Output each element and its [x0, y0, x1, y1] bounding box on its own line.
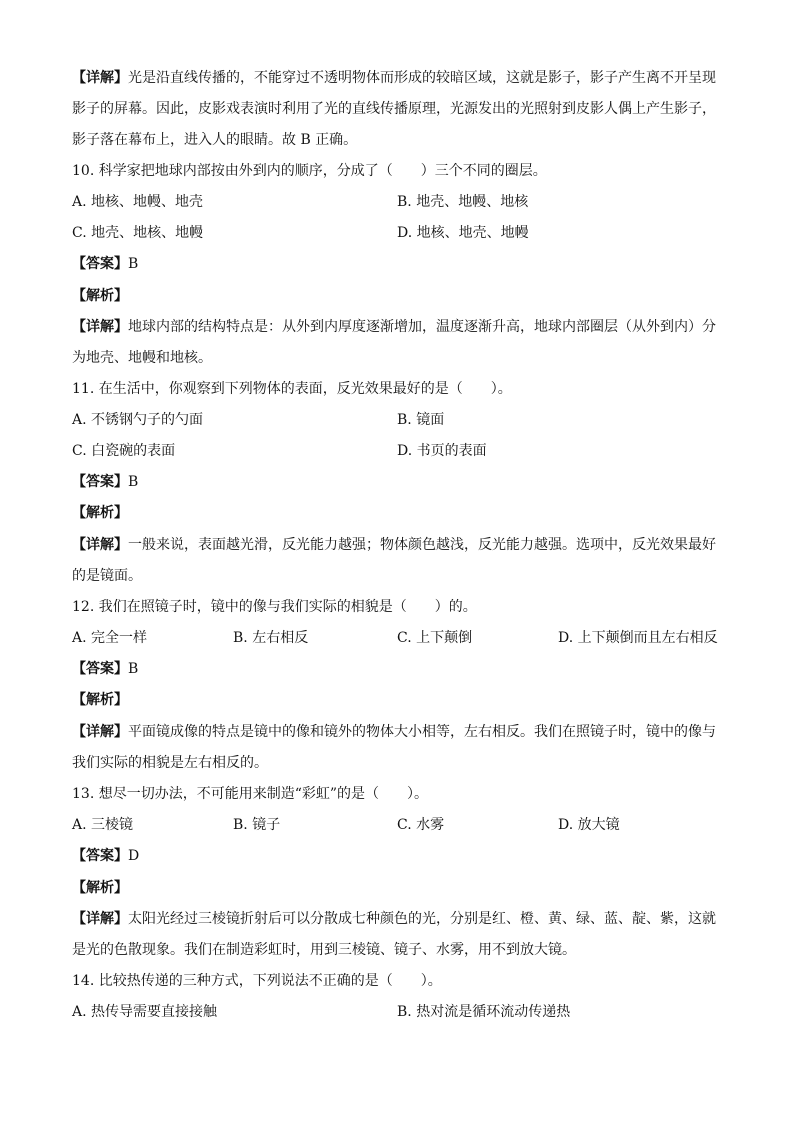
q13-option-c: C. 水雾	[397, 817, 445, 833]
q10-option-c: C. 地壳、地核、地幔	[72, 225, 204, 241]
q14-option-b: B. 热对流是循环流动传递热	[397, 1004, 571, 1020]
q10-explain-line-2: 为地壳、地幔和地核。	[72, 350, 212, 366]
q13-option-d: D. 放大镜	[558, 817, 620, 833]
q10-explain-line-1: 【详解】地球内部的结构特点是：从外到内厚度逐渐增加，温度逐渐升高，地球内部圈层（从外到内）分	[72, 319, 716, 335]
q11-option-c: C. 白瓷碗的表面	[72, 443, 176, 459]
q12-explain-line-2: 我们实际的相貌是左右相反的。	[72, 755, 268, 771]
q14-option-a: A. 热传导需要直接接触	[72, 1004, 218, 1020]
q11-explain-line-2: 的是镜面。	[72, 568, 142, 584]
q11-explain-line-1: 【详解】一般来说，表面越光滑，反光能力越强；物体颜色越浅，反光能力越强。选项中，反光效果最好	[72, 537, 716, 553]
q12-analysis-tag: 【解析】	[72, 692, 128, 708]
q12-option-b: B. 左右相反	[233, 630, 309, 646]
q10-analysis-tag: 【解析】	[72, 288, 128, 304]
q11-option-b: B. 镜面	[397, 412, 445, 428]
q13-explain-line-2: 是光的色散现象。我们在制造彩虹时，用到三棱镜、镜子、水雾，用不到放大镜。	[72, 942, 576, 958]
q9-explain-line-2: 影子的屏幕。因此，皮影戏表演时利用了光的直线传播原理，光源发出的光照射到皮影人偶上产生影子，	[72, 101, 716, 117]
q11-option-d: D. 书页的表面	[397, 443, 487, 459]
q11-stem: 11. 在生活中，你观察到下列物体的表面，反光效果最好的是（ ）。	[72, 381, 512, 397]
q14-stem: 14. 比较热传递的三种方式，下列说法不正确的是（ ）。	[72, 973, 442, 989]
q9-explain-line-1: 【详解】光是沿直线传播的，不能穿过不透明物体而形成的较暗区域，这就是影子，影子产生离不开呈现	[72, 70, 716, 86]
q11-option-a: A. 不锈钢勺子的勺面	[72, 412, 204, 428]
q11-analysis-tag: 【解析】	[72, 505, 128, 521]
explain-tag: 【详解】	[72, 70, 128, 86]
q10-answer: 【答案】B	[72, 256, 139, 272]
q12-explain-line-1: 【详解】平面镜成像的特点是镜中的像和镜外的物体大小相等，左右相反。我们在照镜子时，镜中的像与	[72, 724, 716, 740]
q13-analysis-tag: 【解析】	[72, 880, 128, 896]
q9-explain-line-3: 影子落在幕布上，进入人的眼睛。故 B 正确。	[72, 132, 358, 148]
q13-stem: 13. 想尽一切办法，不可能用来制造“彩虹”的是（ ）。	[72, 786, 429, 802]
q10-option-a: A. 地核、地幔、地壳	[72, 194, 204, 210]
q13-answer: 【答案】D	[72, 848, 140, 864]
q12-option-c: C. 上下颠倒	[397, 630, 473, 646]
q10-option-b: B. 地壳、地幔、地核	[397, 194, 529, 210]
q12-stem: 12. 我们在照镜子时，镜中的像与我们实际的相貌是（ ）的。	[72, 599, 477, 615]
q10-stem: 10. 科学家把地球内部按由外到内的顺序，分成了（ ）三个不同的圈层。	[72, 163, 547, 179]
q13-option-a: A. 三棱镜	[72, 817, 134, 833]
q13-explain-line-1: 【详解】太阳光经过三棱镜折射后可以分散成七种颜色的光，分别是红、橙、黄、绿、蓝、靛、紫，这就	[72, 911, 716, 927]
q12-option-d: D. 上下颠倒而且左右相反	[558, 630, 718, 646]
q12-option-a: A. 完全一样	[72, 630, 148, 646]
q12-answer: 【答案】B	[72, 661, 139, 677]
q10-option-d: D. 地核、地壳、地幔	[397, 225, 529, 241]
q11-answer: 【答案】B	[72, 474, 139, 490]
q13-option-b: B. 镜子	[233, 817, 281, 833]
